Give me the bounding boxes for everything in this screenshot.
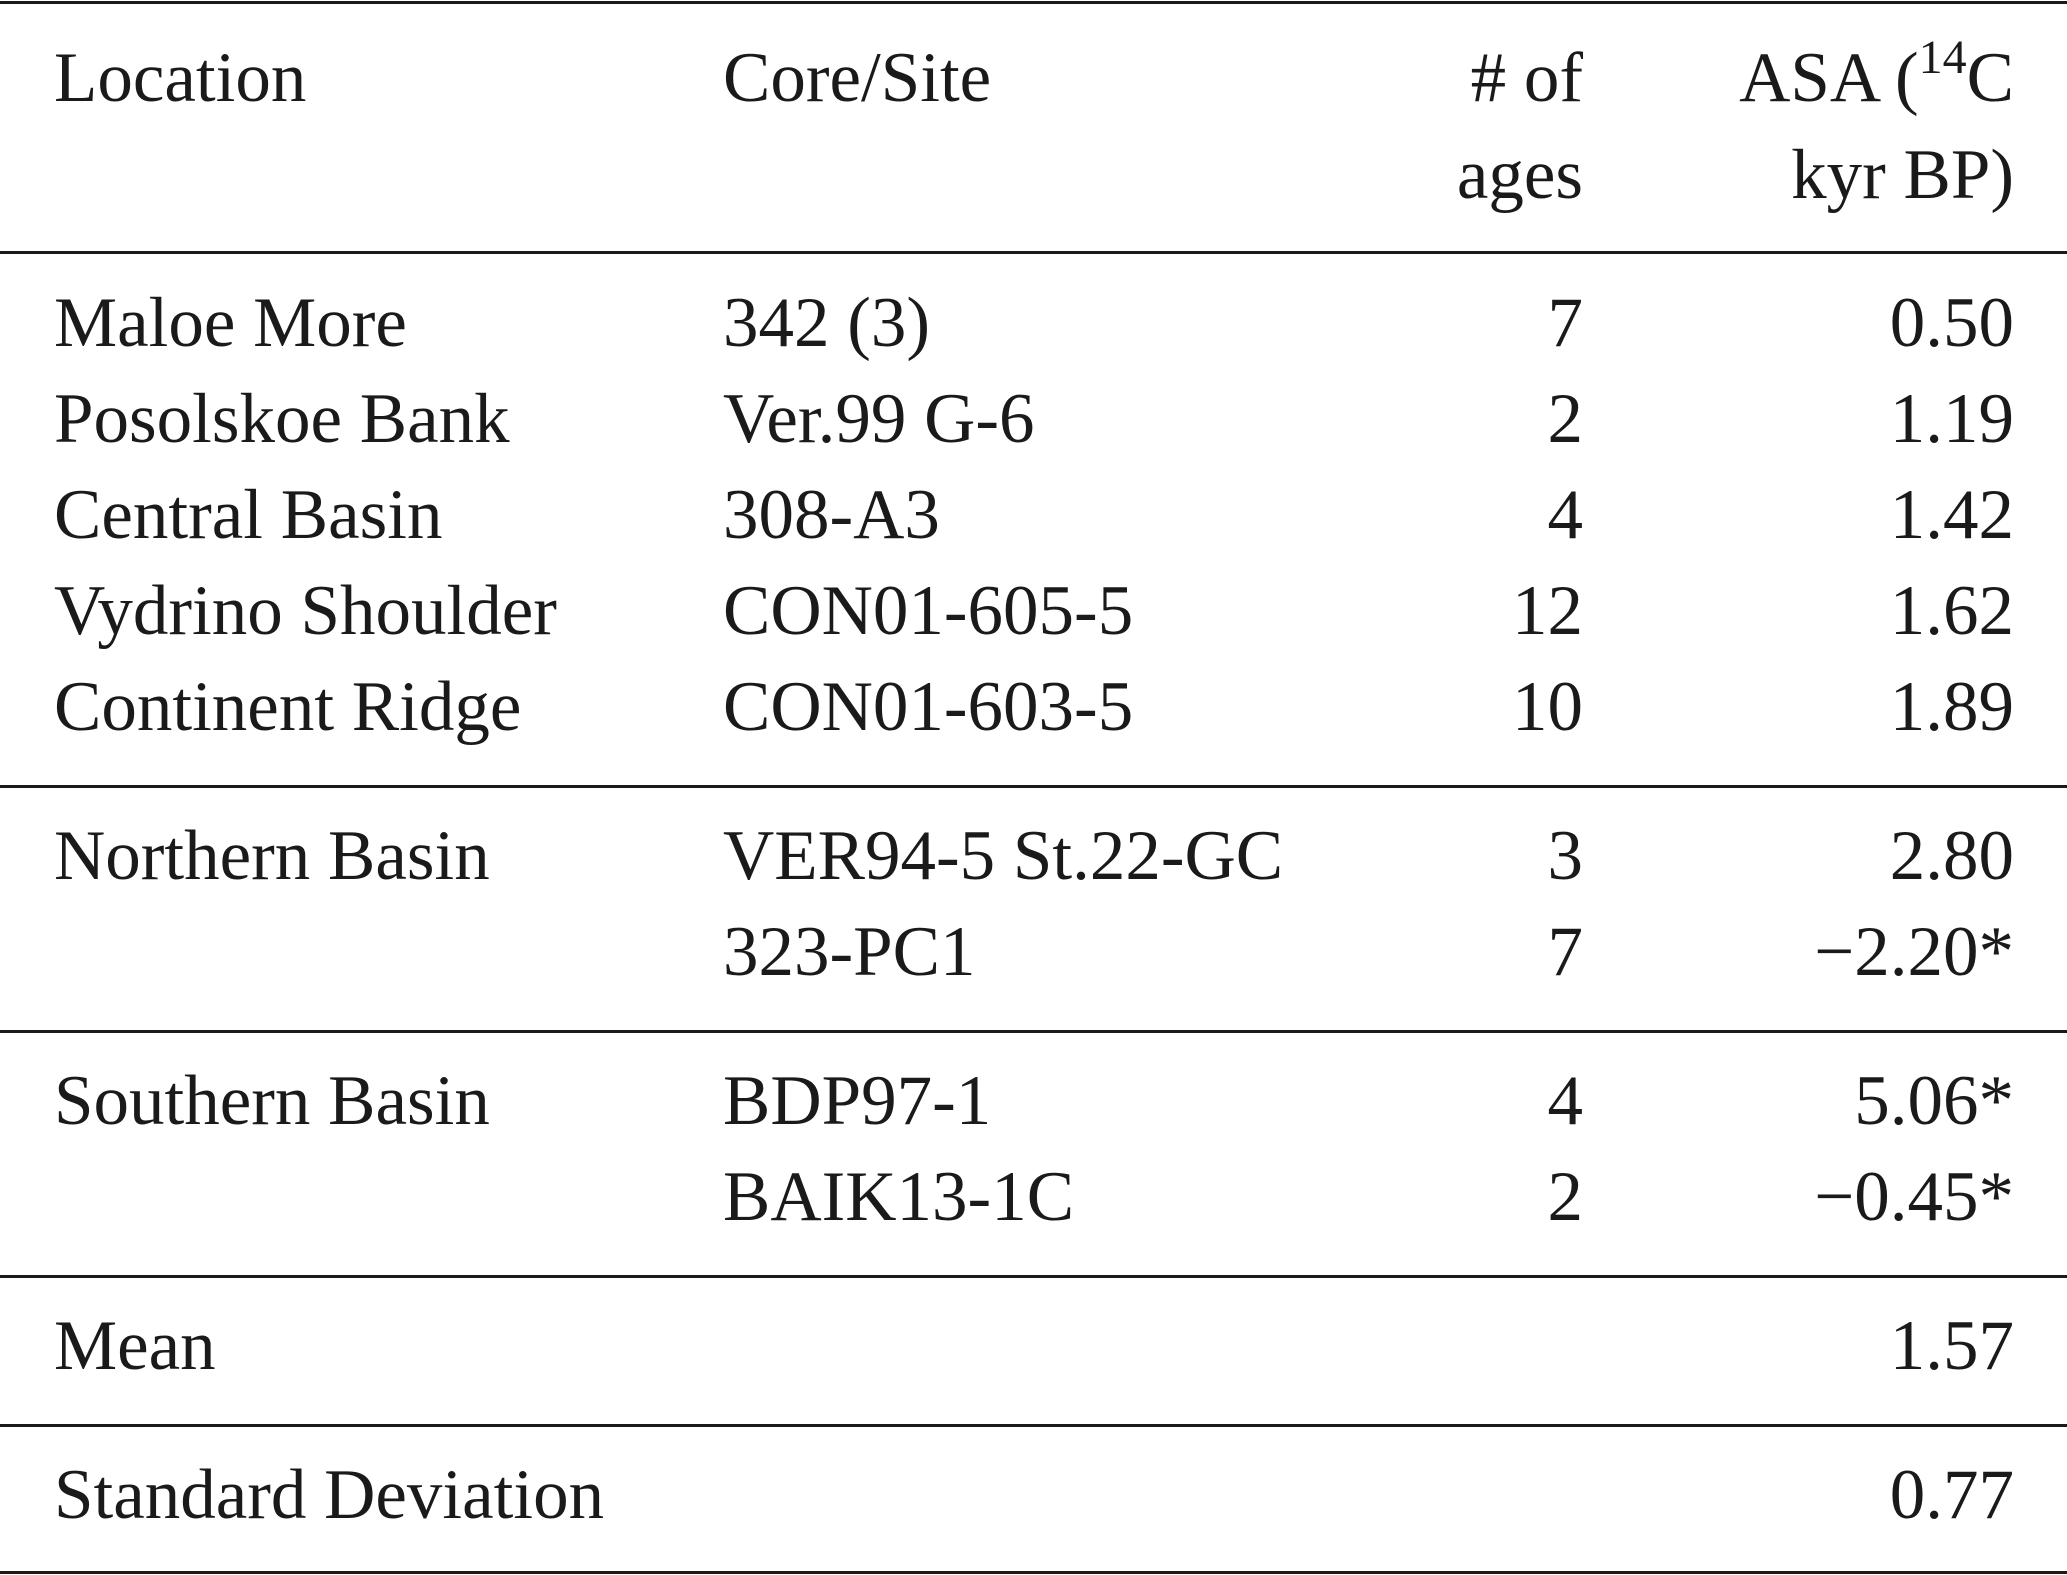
header-asa-prefix: ASA ( <box>1739 39 1919 117</box>
cell-core: Ver.99 G-6 <box>723 380 1035 458</box>
header-ages-line2: ages <box>1456 136 1583 214</box>
sd-value: 0.77 <box>1889 1456 2014 1534</box>
cell-asa: 2.80 <box>1889 817 2014 895</box>
cell-asa: 1.89 <box>1889 668 2014 746</box>
cell-location: Maloe More <box>54 284 407 362</box>
cell-asa: 5.06* <box>1854 1062 2014 1140</box>
header-asa-suffix: C <box>1966 39 2014 117</box>
cell-location: Continent Ridge <box>54 668 522 746</box>
summary-rule <box>0 1424 2067 1427</box>
cell-asa: 0.50 <box>1889 284 2014 362</box>
cell-core: CON01-603-5 <box>723 668 1134 746</box>
cell-ages: 10 <box>1512 668 1583 746</box>
cell-asa: −0.45* <box>1814 1158 2014 1236</box>
cell-ages: 3 <box>1547 817 1583 895</box>
header-asa-line2: kyr BP) <box>1791 136 2014 214</box>
top-rule <box>0 1 2067 4</box>
header-rule <box>0 251 2067 254</box>
cell-asa: 1.42 <box>1889 476 2014 554</box>
cell-ages: 7 <box>1547 284 1583 362</box>
cell-core: BDP97-1 <box>723 1062 992 1140</box>
header-asa-superscript: 14 <box>1918 31 1967 84</box>
cell-location: Vydrino Shoulder <box>54 572 557 650</box>
cell-asa: 1.62 <box>1889 572 2014 650</box>
cell-asa: −2.20* <box>1814 913 2014 991</box>
header-ages-line1: # of <box>1470 39 1583 117</box>
mean-label: Mean <box>54 1307 216 1385</box>
cell-location: Southern Basin <box>54 1062 490 1140</box>
cell-asa: 1.19 <box>1889 380 2014 458</box>
cell-ages: 4 <box>1547 1062 1583 1140</box>
cell-core: 308-A3 <box>723 476 940 554</box>
cell-core: 342 (3) <box>723 284 931 362</box>
cell-ages: 4 <box>1547 476 1583 554</box>
sd-label: Standard Deviation <box>54 1456 605 1534</box>
bottom-rule <box>0 1571 2067 1574</box>
header-asa-line1 <box>1739 30 2014 134</box>
cell-core: CON01-605-5 <box>723 572 1134 650</box>
group-rule <box>0 1030 2067 1033</box>
header-location: Location <box>54 39 307 117</box>
cell-location: Northern Basin <box>54 817 490 895</box>
cell-ages: 12 <box>1512 572 1583 650</box>
group-rule <box>0 1275 2067 1278</box>
cell-ages: 2 <box>1547 380 1583 458</box>
header-core-site: Core/Site <box>723 39 992 117</box>
cell-core: VER94-5 St.22-GC <box>723 817 1284 895</box>
cell-core: 323-PC1 <box>723 913 976 991</box>
cell-location: Central Basin <box>54 476 443 554</box>
cell-ages: 7 <box>1547 913 1583 991</box>
group-rule <box>0 785 2067 788</box>
cell-ages: 2 <box>1547 1158 1583 1236</box>
cell-location: Posolskoe Bank <box>54 380 510 458</box>
cell-core: BAIK13-1C <box>723 1158 1075 1236</box>
mean-value: 1.57 <box>1889 1307 2014 1385</box>
